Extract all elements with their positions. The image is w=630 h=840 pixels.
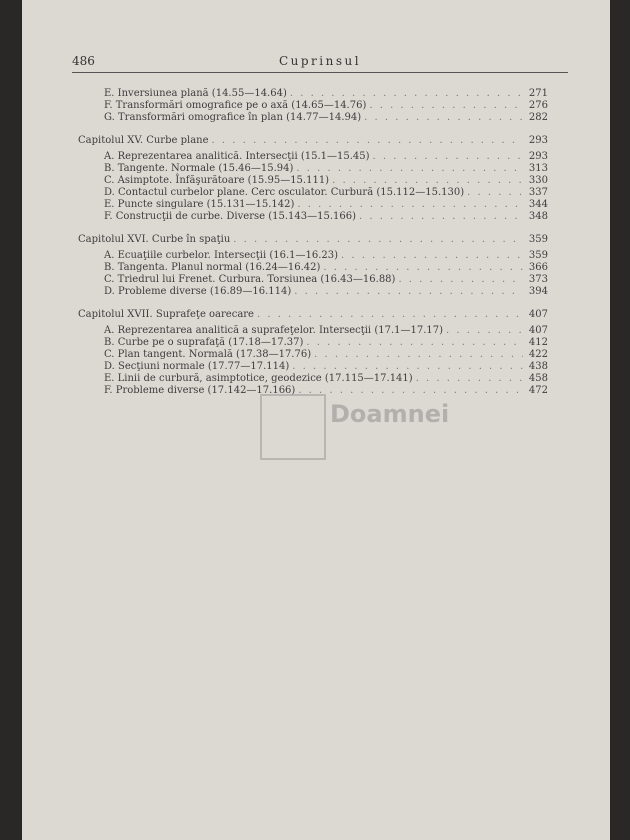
toc-page-number: 337 bbox=[528, 187, 548, 198]
toc-page-number: 282 bbox=[528, 112, 548, 123]
toc-entry bbox=[78, 286, 548, 298]
toc-page-number: 394 bbox=[528, 286, 548, 297]
toc-entry-title: B. Tangente. Normale (15.46—15.94) bbox=[104, 163, 294, 174]
page-number: 486 bbox=[72, 54, 95, 68]
watermark-text: Doamnei bbox=[330, 400, 450, 428]
toc-page-number: 348 bbox=[528, 211, 548, 222]
toc-entry bbox=[78, 100, 548, 112]
toc-entry bbox=[78, 250, 548, 262]
toc-page-number: 412 bbox=[528, 337, 548, 348]
toc-entry-title: C. Plan tangent. Normală (17.38—17.76) bbox=[104, 349, 312, 360]
dot-leader bbox=[296, 163, 523, 175]
page-header bbox=[72, 54, 568, 73]
book-page bbox=[22, 0, 610, 840]
toc-entry bbox=[78, 151, 548, 163]
toc-entry-title: A. Reprezentarea analitică. Intersecţii (15.1—15.45) bbox=[104, 151, 370, 162]
toc-entry-title: Capitolul XVII. Suprafeţe oarecare bbox=[78, 309, 254, 320]
toc-entry bbox=[78, 175, 548, 187]
dot-leader bbox=[359, 211, 523, 223]
toc-page-number: 359 bbox=[528, 234, 548, 245]
toc-entry bbox=[78, 88, 548, 100]
dot-leader bbox=[257, 308, 523, 321]
toc-entry-title: D. Contactul curbelor plane. Cerc osculator. Curbură (15.112—15.130) bbox=[104, 187, 465, 198]
toc-page-number: 472 bbox=[528, 385, 548, 396]
dot-leader bbox=[332, 175, 523, 187]
toc-entry-title: C. Asimptote. Înfăşurătoare (15.95—15.111) bbox=[104, 175, 330, 186]
toc-page-number: 366 bbox=[528, 262, 548, 273]
toc-page-number: 293 bbox=[528, 135, 548, 146]
toc-entry bbox=[78, 211, 548, 223]
toc-page-number: 330 bbox=[528, 175, 548, 186]
dot-leader bbox=[398, 274, 523, 286]
toc-page-number: 359 bbox=[528, 250, 548, 261]
dot-leader bbox=[306, 337, 523, 349]
dot-leader bbox=[467, 187, 523, 199]
table-of-contents bbox=[78, 88, 548, 397]
dot-leader bbox=[290, 88, 523, 100]
toc-chapter bbox=[78, 134, 548, 147]
toc-page-number: 438 bbox=[528, 361, 548, 372]
toc-page-number: 407 bbox=[528, 309, 548, 320]
toc-page-number: 458 bbox=[528, 373, 548, 384]
watermark-logo bbox=[260, 394, 450, 460]
toc-entry-title: D. Secţiuni normale (17.77—17.114) bbox=[104, 361, 290, 372]
toc-entry-title: Capitolul XVI. Curbe în spaţiu bbox=[78, 234, 231, 245]
toc-entry-title: A. Reprezentarea analitică a suprafeţelor. Intersecţii (17.1—17.17) bbox=[104, 325, 444, 336]
dot-leader bbox=[446, 325, 523, 337]
toc-entry bbox=[78, 361, 548, 373]
dot-leader bbox=[212, 134, 523, 147]
toc-entry-title: F. Transformări omografice pe o axă (14.65—14.76) bbox=[104, 100, 367, 111]
watermark-book-icon bbox=[260, 394, 326, 460]
toc-entry bbox=[78, 337, 548, 349]
toc-entry bbox=[78, 187, 548, 199]
toc-page-number: 344 bbox=[528, 199, 548, 210]
toc-page-number: 373 bbox=[528, 274, 548, 285]
toc-page-number: 276 bbox=[528, 100, 548, 111]
dot-leader bbox=[323, 262, 523, 274]
toc-entry bbox=[78, 163, 548, 175]
toc-entry-title: E. Puncte singulare (15.131—15.142) bbox=[104, 199, 295, 210]
toc-entry-title: E. Linii de curbură, asimptotice, geodezice (17.115—17.141) bbox=[104, 373, 413, 384]
toc-entry-title: E. Inversiunea plană (14.55—14.64) bbox=[104, 88, 287, 99]
dot-leader bbox=[292, 361, 523, 373]
toc-entry-title: D. Probleme diverse (16.89—16.114) bbox=[104, 286, 292, 297]
toc-page-number: 407 bbox=[528, 325, 548, 336]
toc-entry-title: F. Probleme diverse (17.142—17.166) bbox=[104, 385, 296, 396]
toc-entry bbox=[78, 325, 548, 337]
toc-entry-title: B. Tangenta. Planul normal (16.24—16.42) bbox=[104, 262, 321, 273]
dot-leader bbox=[416, 373, 523, 385]
toc-entry bbox=[78, 199, 548, 211]
toc-entry bbox=[78, 262, 548, 274]
dot-leader bbox=[369, 100, 523, 112]
toc-page-number: 293 bbox=[528, 151, 548, 162]
toc-page-number: 271 bbox=[528, 88, 548, 99]
toc-entry bbox=[78, 373, 548, 385]
toc-entry-title: B. Curbe pe o suprafaţă (17.18—17.37) bbox=[104, 337, 304, 348]
toc-page-number: 313 bbox=[528, 163, 548, 174]
toc-entry-title: G. Transformări omografice în plan (14.77—14.94) bbox=[104, 112, 362, 123]
dot-leader bbox=[373, 151, 523, 163]
toc-entry bbox=[78, 349, 548, 361]
toc-entry bbox=[78, 274, 548, 286]
dot-leader bbox=[364, 112, 523, 124]
dot-leader bbox=[233, 233, 523, 246]
dot-leader bbox=[341, 250, 523, 262]
toc-entry-title: A. Ecuaţiile curbelor. Intersecţii (16.1—16.23) bbox=[104, 250, 339, 261]
dot-leader bbox=[297, 199, 523, 211]
toc-entry bbox=[78, 112, 548, 124]
toc-entry-title: Capitolul XV. Curbe plane bbox=[78, 135, 209, 146]
dot-leader bbox=[314, 349, 523, 361]
dot-leader bbox=[294, 286, 523, 298]
toc-chapter bbox=[78, 308, 548, 321]
toc-chapter bbox=[78, 233, 548, 246]
toc-page-number: 422 bbox=[528, 349, 548, 360]
toc-entry-title: C. Triedrul lui Frenet. Curbura. Torsiunea (16.43—16.88) bbox=[104, 274, 396, 285]
running-title: Cuprinsul bbox=[278, 54, 362, 68]
toc-entry-title: F. Construcţii de curbe. Diverse (15.143—15.166) bbox=[104, 211, 356, 222]
